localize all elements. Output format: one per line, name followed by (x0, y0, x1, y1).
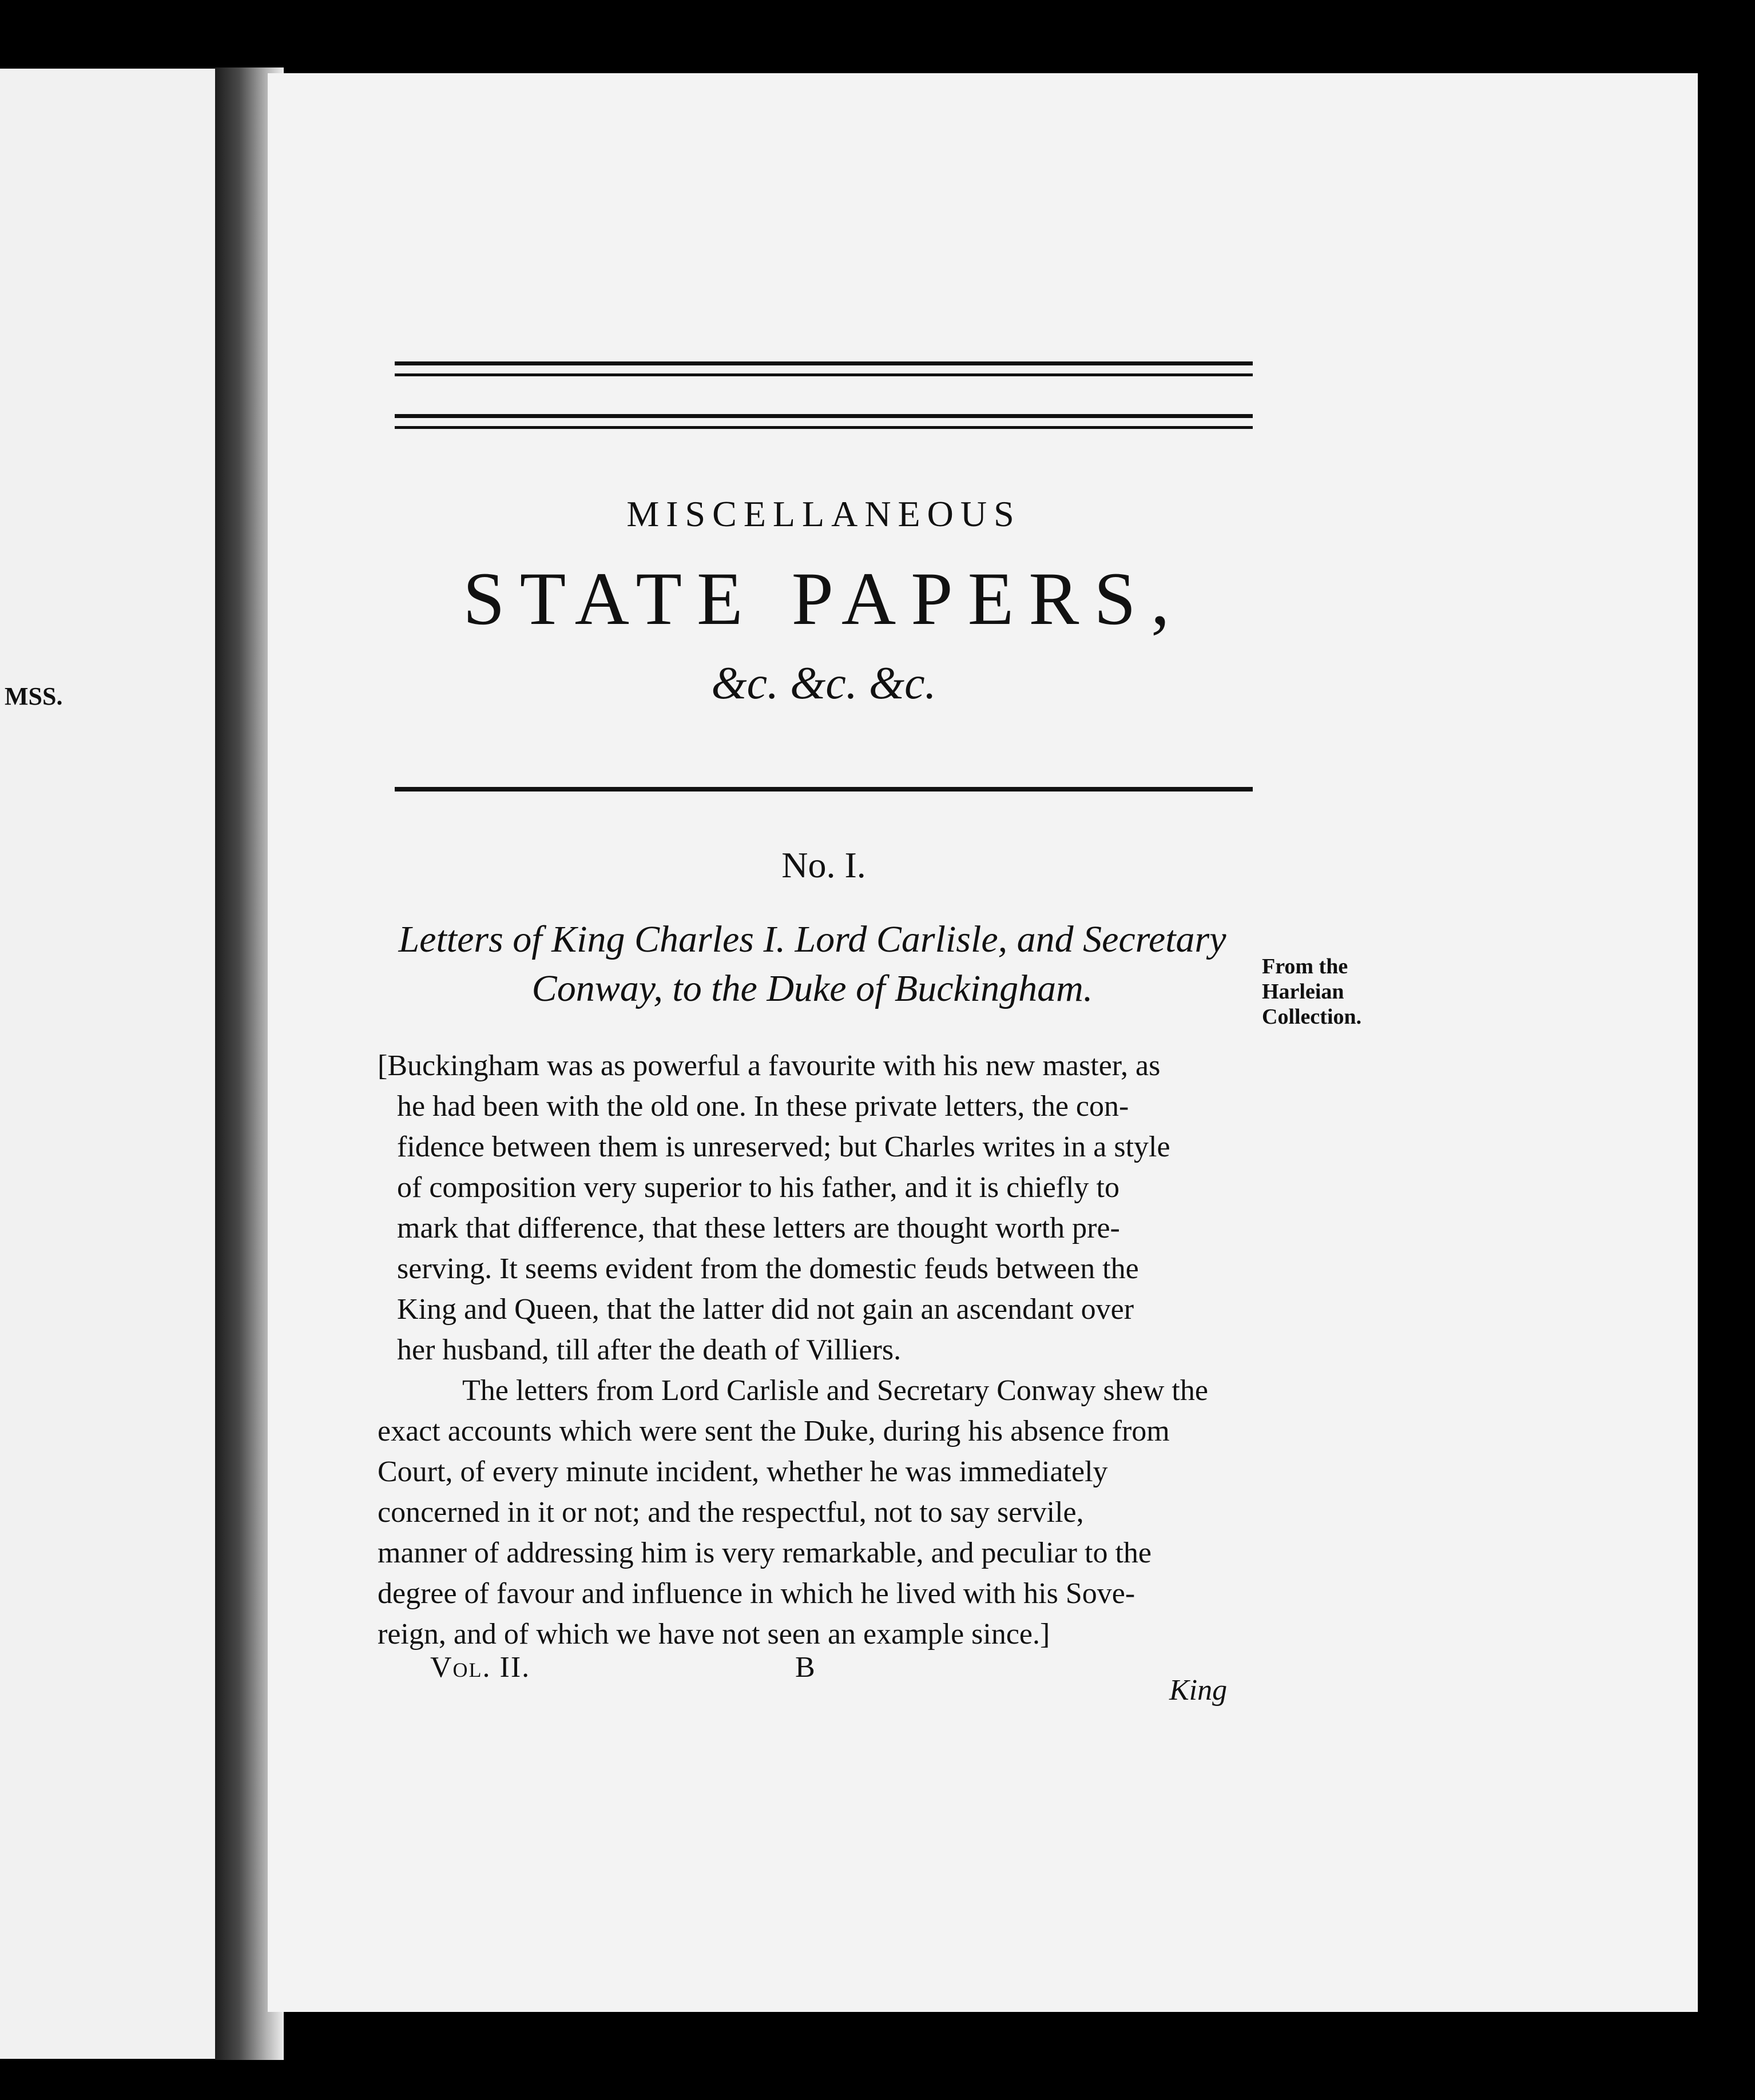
paragraph-line: manner of addressing him is very remarkable, and peculiar to the (378, 1537, 1152, 1569)
margin-note-line-1: From the (1262, 954, 1348, 979)
paragraph-line: serving. It seems evident from the domestic feuds between the (397, 1252, 1139, 1285)
paragraph-line: King and Queen, that the latter did not gain an ascendant over (397, 1293, 1134, 1326)
letter-title-line-1: Letters of King Charles I. Lord Carlisle, and Secretary (398, 918, 1226, 960)
title-state-papers: STATE PAPERS, (463, 556, 1185, 641)
paragraph-line: of composition very superior to his father, and it is chiefly to (397, 1171, 1119, 1204)
title-miscellaneous: MISCELLANEOUS (626, 494, 1021, 534)
margin-note-line-2: Harleian (1262, 980, 1344, 1004)
paragraph-1 (378, 1045, 1253, 1370)
margin-note (1262, 954, 1445, 1029)
mss-label: MSS. (5, 682, 63, 710)
margin-note-line-3: Collection. (1262, 1005, 1362, 1029)
second-double-rule (395, 414, 1253, 429)
paragraph-line: degree of favour and influence in which he lived with his Sove- (378, 1577, 1135, 1610)
volume-label: Vol. II. (430, 1651, 531, 1684)
catchword: King (1169, 1674, 1228, 1707)
section-number: No. I. (781, 845, 866, 885)
paragraph-line: concerned in it or not; and the respectful, not to say servile, (378, 1496, 1084, 1529)
paragraph-2 (378, 1370, 1253, 1654)
title-etc: &c. &c. &c. (711, 658, 936, 709)
paragraph-line: fidence between them is unreserved; but Charles writes in a style (397, 1131, 1170, 1163)
letter-title (366, 915, 1258, 1013)
section-rule (395, 787, 1253, 792)
paragraph-line: he had been with the old one. In these private letters, the con- (397, 1090, 1129, 1123)
paragraph-line: exact accounts which were sent the Duke, during his absence from (378, 1415, 1170, 1447)
paragraph-line: her husband, till after the death of Villiers. (397, 1334, 902, 1366)
left-page-fragment (0, 69, 224, 2059)
top-double-rule (395, 361, 1253, 376)
paragraph-line: reign, and of which we have not seen an example since.] (378, 1618, 1050, 1650)
paragraph-line: mark that difference, that these letters are thought worth pre- (397, 1212, 1120, 1244)
paragraph-line: [Buckingham was as powerful a favourite with his new master, as (378, 1049, 1161, 1082)
paragraph-line: The letters from Lord Carlisle and Secretary Conway shew the (462, 1374, 1208, 1407)
signature-mark: B (795, 1651, 815, 1684)
letter-title-line-2: Conway, to the Duke of Buckingham. (531, 968, 1093, 1009)
paragraph-line: Court, of every minute incident, whether he was immediately (378, 1455, 1108, 1488)
